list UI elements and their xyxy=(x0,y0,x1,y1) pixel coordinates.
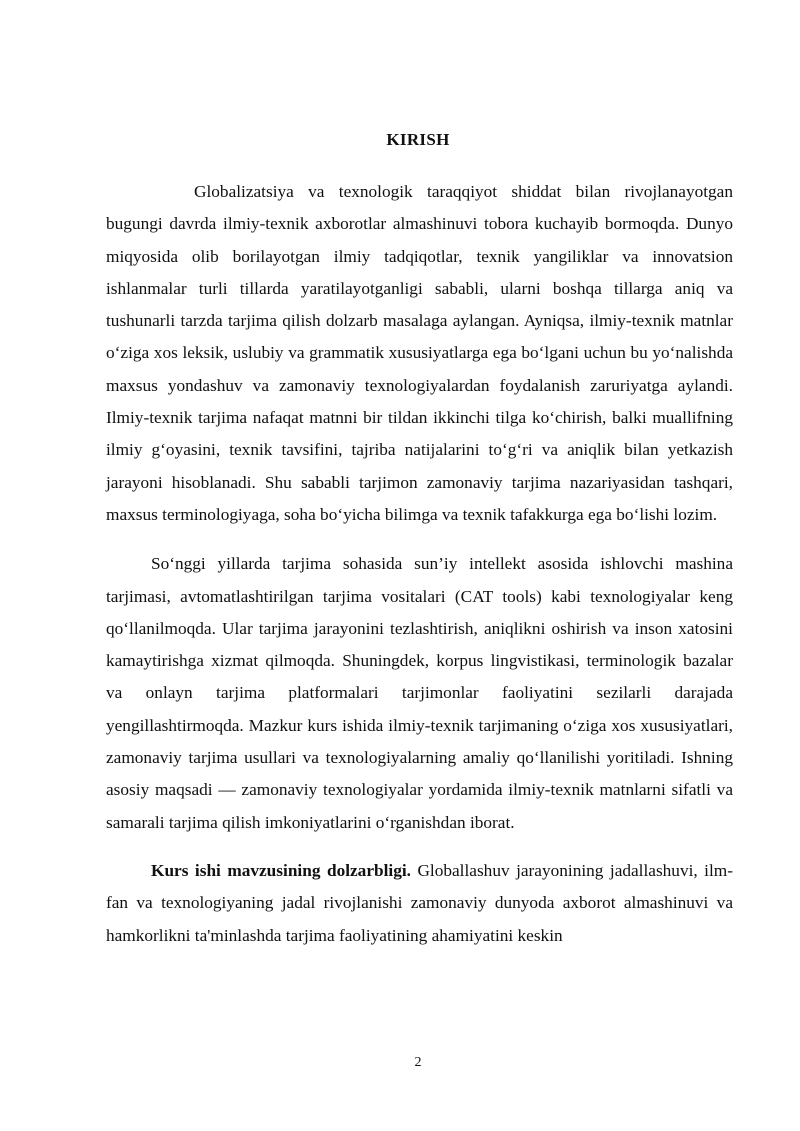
paragraph-second: So‘nggi yillarda tarjima sohasida sun’iy intellekt asosida ishlovchi mashina tarjimasi, avtomatlashtirilgan tarjima vositalari (CAT tools) kabi texnologiyalar keng qo‘llanilmoqda. Ular tarjima jarayonini tezlashtirish, aniqlikni oshirish va inson xatosini kamaytirishga xizmat qilmoqda. Shuningdek, korpus lingvistikasi, terminologik bazalar va onlayn tarjima platformalari tarjimonlar faoliyatini sezilarli darajada yengillashtirmoqda. Mazkur kurs ishida ilmiy-texnik tarjimaning o‘ziga xos xususiyatlari, zamonaviy tarjima usullari va texnologiyalarning amaliy qo‘llanilishi yoritiladi. Ishning asosiy maqsadi — zamonaviy texnologiyalar yordamida ilmiy-texnik matnlarni sifatli va samarali tarjima qilish imkoniyatlarini o‘rganishdan iborat. xyxy=(106,554,733,832)
page-number: 2 xyxy=(414,1055,422,1070)
page-title: KIRISH xyxy=(386,130,450,149)
document-body xyxy=(106,176,733,952)
paragraph-relevance-lead: Kurs ishi mavzusining dolzarbligi. xyxy=(151,860,411,880)
paragraph-relevance-text: Globallashuv jarayonining jadallashuvi, ilm-fan va texnologiyaning jadal rivojlanishi zamonaviy dunyoda axborot almashinuvi va hamkorlikni ta'minlashda tarjima faoliyatining ahamiyatini keskin xyxy=(106,860,733,945)
paragraph-intro: Globalizatsiya va texnologik taraqqiyot shiddat bilan rivojlanayotgan bugungi davrda ilmiy-texnik axborotlar almashinuvi tobora kuchayib bormoqda. Dunyo miqyosida olib borilayotgan ilmiy tadqiqotlar, texnik yangiliklar va innovatsion ishlanmalar turli tillarda yaratilayotganligi sababli, ularni boshqa tillarga aniq va tushunarli tarzda tarjima qilish dolzarb masalaga aylangan. Ayniqsa, ilmiy-texnik matnlar o‘ziga xos leksik, uslubiy va grammatik xususiyatlarga ega bo‘lgani uchun bu yo‘nalishda maxsus yondashuv va zamonaviy texnologiyalardan foydalanish zaruriyatga aylandi. Ilmiy-texnik tarjima nafaqat matnni bir tildan ikkinchi tilga ko‘chirish, balki muallifning ilmiy g‘oyasini, texnik tavsifini, tajriba natijalarini to‘g‘ri va aniqlik bilan yetkazish jarayoni hisoblanadi. Shu sababli tarjimon zamonaviy tarjima nazariyasidan tashqari, maxsus terminologiyaga, soha bo‘yicha bilimga va texnik tafakkurga ega bo‘lishi lozim. xyxy=(106,182,733,524)
paragraph-relevance xyxy=(106,855,733,952)
